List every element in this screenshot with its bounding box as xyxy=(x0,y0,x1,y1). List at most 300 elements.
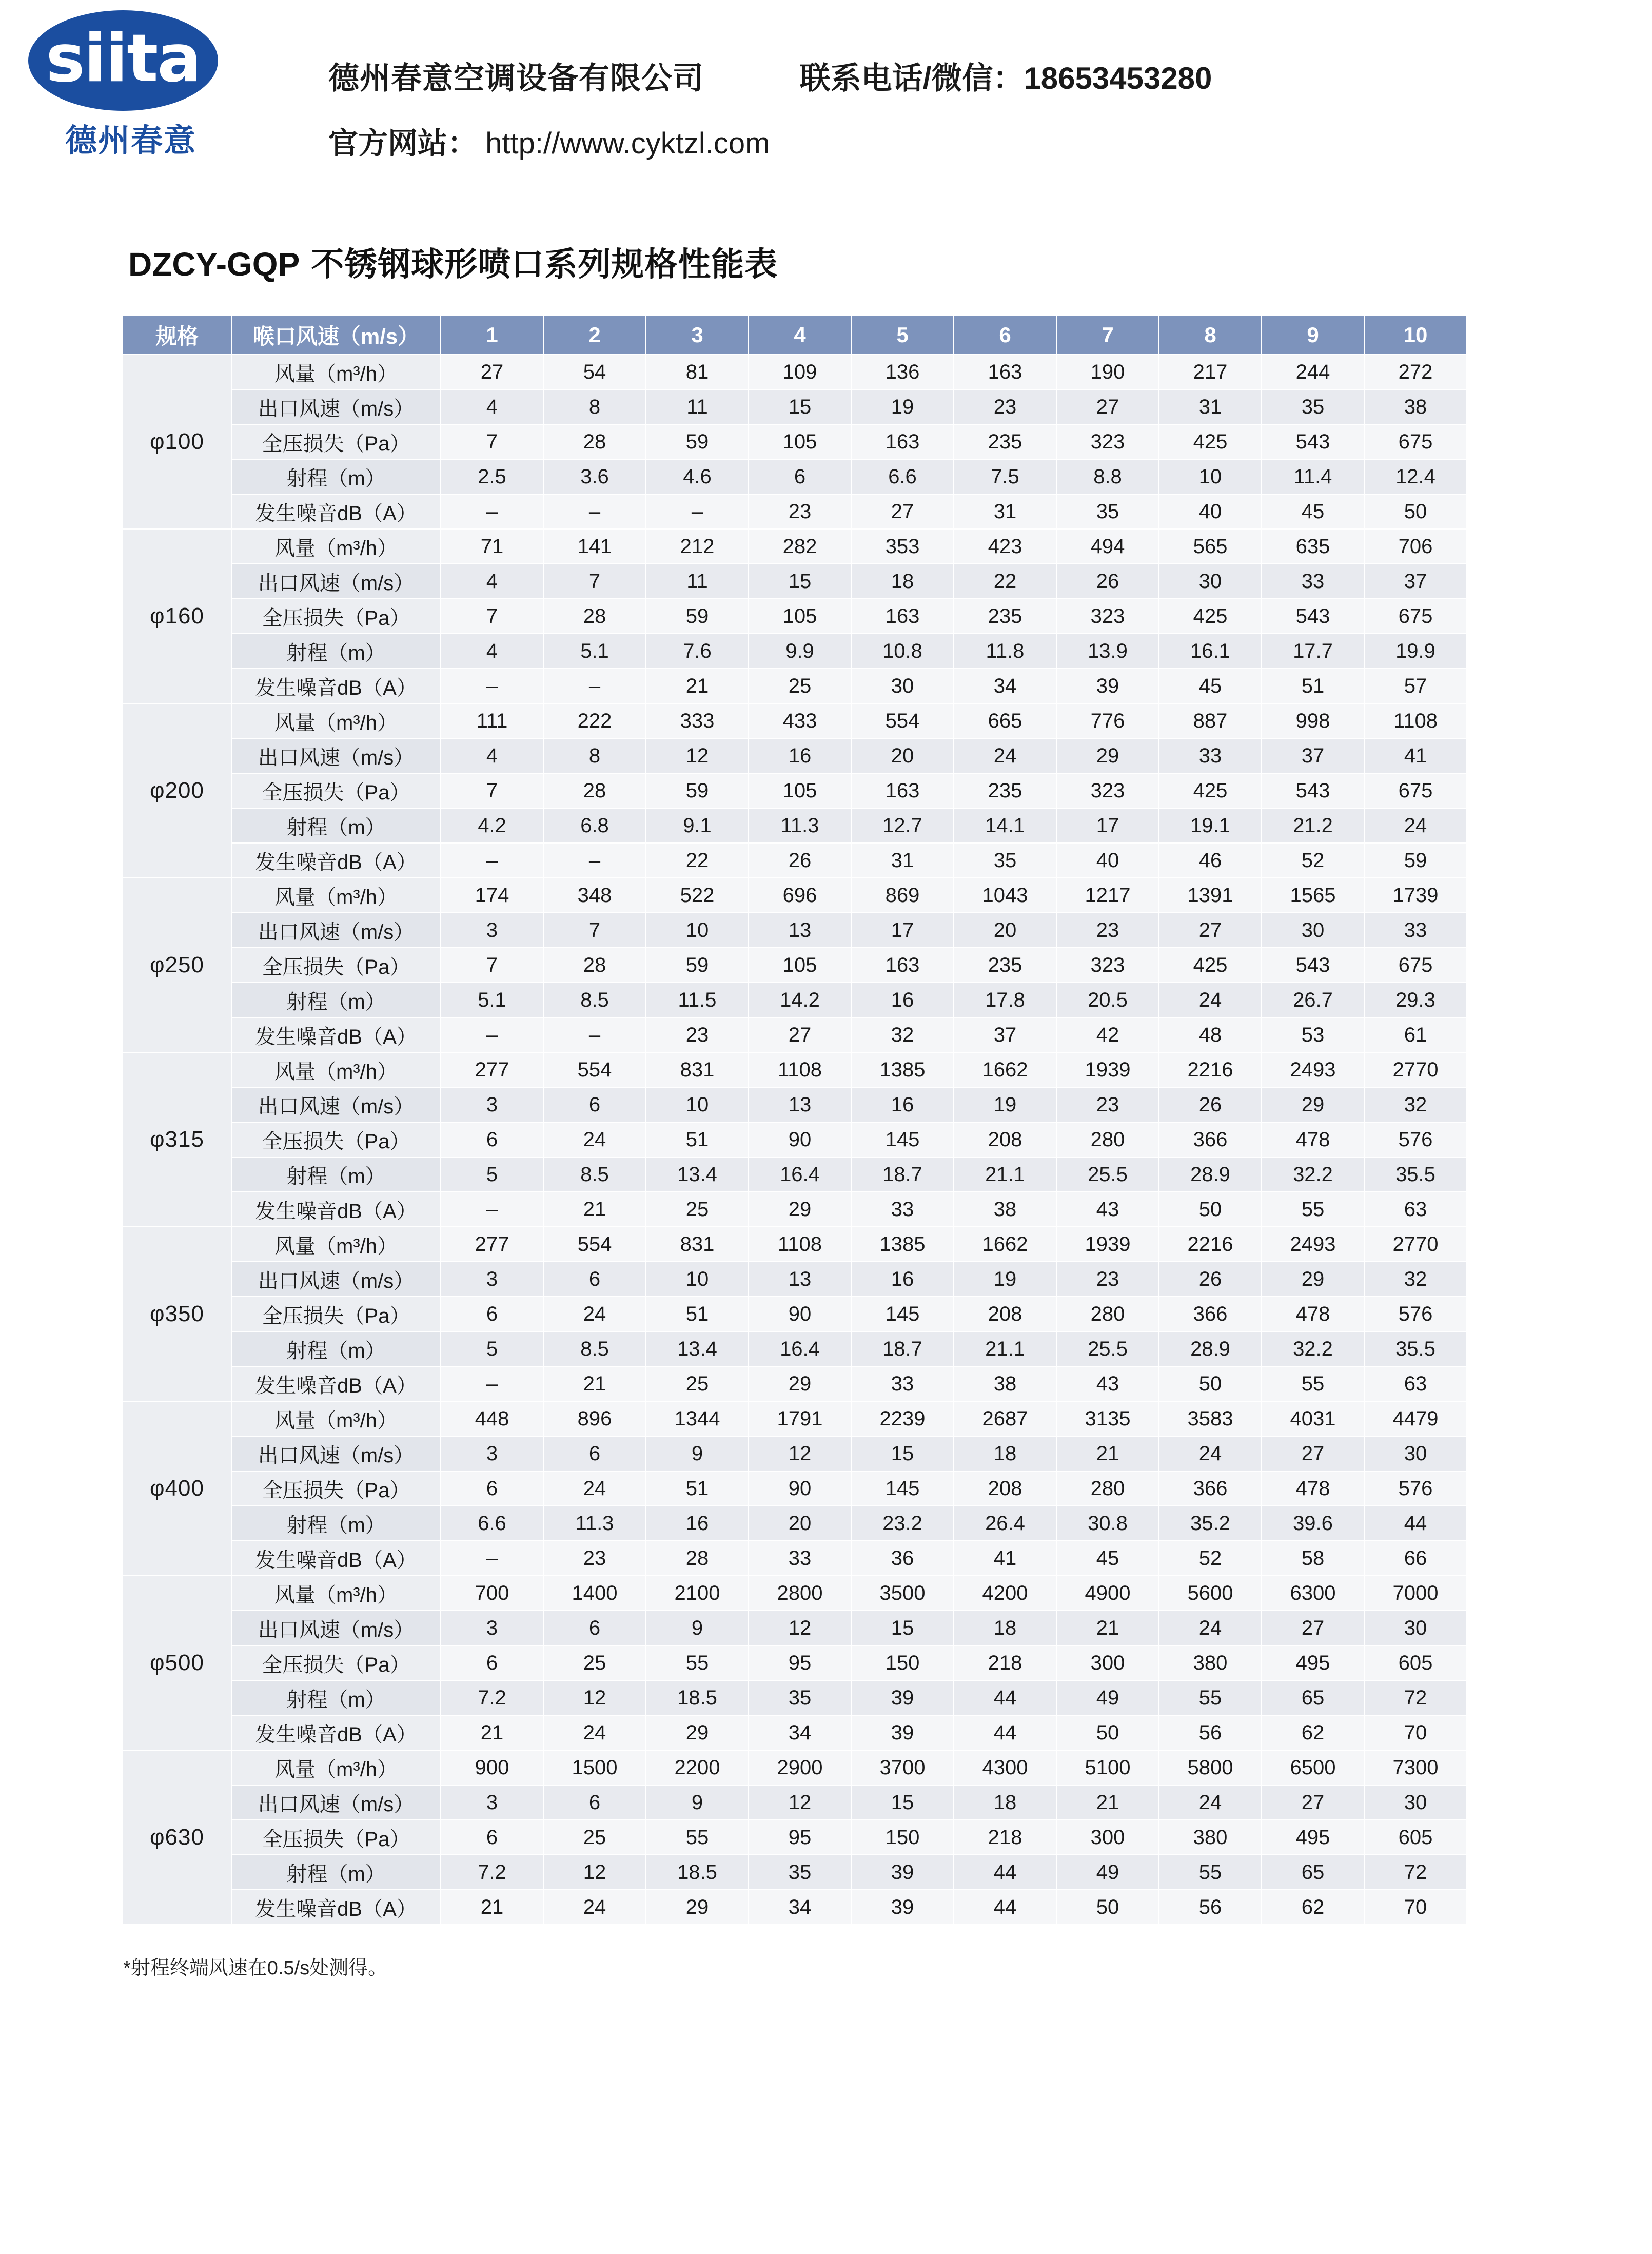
data-cell: 33 xyxy=(1364,913,1467,948)
data-cell: 235 xyxy=(954,424,1056,459)
data-cell: 366 xyxy=(1159,1471,1262,1506)
data-cell: 1043 xyxy=(954,878,1056,913)
param-label: 全压损失（Pa） xyxy=(231,948,441,983)
data-cell: 62 xyxy=(1262,1715,1364,1750)
param-label: 风量（m³/h） xyxy=(231,878,441,913)
table-row xyxy=(123,1750,1467,1785)
col-header-velocity-1: 1 xyxy=(441,316,543,355)
data-cell: 423 xyxy=(954,529,1056,564)
data-cell: 32 xyxy=(1364,1087,1467,1122)
table-row xyxy=(123,669,1467,703)
data-cell: 41 xyxy=(954,1541,1056,1576)
data-cell: 17.8 xyxy=(954,983,1056,1017)
data-cell: 163 xyxy=(851,773,954,808)
data-cell: 90 xyxy=(749,1471,851,1506)
param-label: 出口风速（m/s） xyxy=(231,1436,441,1471)
data-cell: 14.1 xyxy=(954,808,1056,843)
data-cell: 55 xyxy=(646,1820,749,1855)
data-cell: 53 xyxy=(1262,1017,1364,1052)
data-cell: 21 xyxy=(441,1890,543,1925)
data-cell: 24 xyxy=(1364,808,1467,843)
data-cell: 2216 xyxy=(1159,1227,1262,1262)
data-cell: 54 xyxy=(543,355,646,389)
data-cell: 323 xyxy=(1056,424,1159,459)
data-cell: 235 xyxy=(954,773,1056,808)
data-cell: – xyxy=(441,1366,543,1401)
data-cell: 24 xyxy=(1159,1436,1262,1471)
data-cell: – xyxy=(543,843,646,878)
data-cell: 29 xyxy=(646,1890,749,1925)
table-row xyxy=(123,1122,1467,1157)
data-cell: 30.8 xyxy=(1056,1506,1159,1541)
data-cell: 25 xyxy=(543,1645,646,1680)
data-cell: 37 xyxy=(954,1017,1056,1052)
data-cell: 675 xyxy=(1364,773,1467,808)
data-cell: 831 xyxy=(646,1227,749,1262)
param-label: 出口风速（m/s） xyxy=(231,1785,441,1820)
contact-phone: 联系电话/微信：18653453280 xyxy=(799,61,1212,95)
data-cell: 25 xyxy=(749,669,851,703)
data-cell: 163 xyxy=(851,599,954,634)
data-cell: 495 xyxy=(1262,1820,1364,1855)
data-cell: 16.4 xyxy=(749,1157,851,1192)
company-name: 德州春意空调设备有限公司 xyxy=(328,61,704,95)
data-cell: 21.1 xyxy=(954,1331,1056,1366)
data-cell: 605 xyxy=(1364,1645,1467,1680)
data-cell: 24 xyxy=(543,1890,646,1925)
data-cell: 425 xyxy=(1159,424,1262,459)
col-header-velocity-8: 8 xyxy=(1159,316,1262,355)
data-cell: 81 xyxy=(646,355,749,389)
data-cell: 2687 xyxy=(954,1401,1056,1436)
data-cell: 776 xyxy=(1056,703,1159,738)
data-cell: 1400 xyxy=(543,1576,646,1611)
data-cell: 50 xyxy=(1159,1192,1262,1227)
data-cell: 5 xyxy=(441,1157,543,1192)
data-cell: 38 xyxy=(954,1192,1056,1227)
param-label: 出口风速（m/s） xyxy=(231,389,441,424)
data-cell: 300 xyxy=(1056,1820,1159,1855)
data-cell: 26 xyxy=(1159,1087,1262,1122)
table-row xyxy=(123,1331,1467,1366)
table-body xyxy=(123,355,1467,1925)
data-cell: 2900 xyxy=(749,1750,851,1785)
data-cell: 21 xyxy=(543,1366,646,1401)
data-cell: 333 xyxy=(646,703,749,738)
data-cell: 380 xyxy=(1159,1645,1262,1680)
data-cell: 4479 xyxy=(1364,1401,1467,1436)
data-cell: 11 xyxy=(646,564,749,599)
data-cell: 9 xyxy=(646,1436,749,1471)
data-cell: 27 xyxy=(1056,389,1159,424)
table-row xyxy=(123,843,1467,878)
data-cell: 8.5 xyxy=(543,1157,646,1192)
data-cell: 2239 xyxy=(851,1401,954,1436)
data-cell: 22 xyxy=(954,564,1056,599)
data-cell: 37 xyxy=(1364,564,1467,599)
data-cell: 4200 xyxy=(954,1576,1056,1611)
spec-label-φ315: φ315 xyxy=(123,1052,231,1227)
data-cell: 10 xyxy=(646,913,749,948)
data-cell: 15 xyxy=(851,1785,954,1820)
data-cell: 9.9 xyxy=(749,634,851,669)
table-row xyxy=(123,1645,1467,1680)
data-cell: 30 xyxy=(1262,913,1364,948)
data-cell: 18.5 xyxy=(646,1680,749,1715)
param-label: 风量（m³/h） xyxy=(231,703,441,738)
data-cell: 16.1 xyxy=(1159,634,1262,669)
param-label: 发生噪音dB（A） xyxy=(231,1192,441,1227)
data-cell: 32.2 xyxy=(1262,1331,1364,1366)
data-cell: 15 xyxy=(749,564,851,599)
data-cell: 11.3 xyxy=(749,808,851,843)
data-cell: 24 xyxy=(1159,1611,1262,1645)
data-cell: – xyxy=(441,1192,543,1227)
data-cell: 494 xyxy=(1056,529,1159,564)
data-cell: 30 xyxy=(1364,1785,1467,1820)
data-cell: 16.4 xyxy=(749,1331,851,1366)
data-cell: 16 xyxy=(851,1262,954,1297)
data-cell: 63 xyxy=(1364,1366,1467,1401)
data-cell: 49 xyxy=(1056,1680,1159,1715)
spec-label-φ250: φ250 xyxy=(123,878,231,1052)
data-cell: 4900 xyxy=(1056,1576,1159,1611)
data-cell: 19 xyxy=(954,1087,1056,1122)
data-cell: 17.7 xyxy=(1262,634,1364,669)
data-cell: 20 xyxy=(749,1506,851,1541)
data-cell: 55 xyxy=(1262,1192,1364,1227)
table-row xyxy=(123,1401,1467,1436)
table-row xyxy=(123,564,1467,599)
spec-label-φ500: φ500 xyxy=(123,1576,231,1750)
data-cell: – xyxy=(441,494,543,529)
data-cell: 6.8 xyxy=(543,808,646,843)
data-cell: 55 xyxy=(1262,1366,1364,1401)
table-row xyxy=(123,529,1467,564)
data-cell: 353 xyxy=(851,529,954,564)
data-cell: 21 xyxy=(543,1192,646,1227)
data-cell: 1344 xyxy=(646,1401,749,1436)
data-cell: 29 xyxy=(1262,1262,1364,1297)
table-row xyxy=(123,1192,1467,1227)
data-cell: 59 xyxy=(646,773,749,808)
data-cell: 6 xyxy=(441,1471,543,1506)
data-cell: 62 xyxy=(1262,1890,1364,1925)
data-cell: 7.2 xyxy=(441,1680,543,1715)
data-cell: 24 xyxy=(543,1471,646,1506)
data-cell: 21.1 xyxy=(954,1157,1056,1192)
data-cell: 145 xyxy=(851,1471,954,1506)
data-cell: 150 xyxy=(851,1645,954,1680)
data-cell: 3 xyxy=(441,1262,543,1297)
data-cell: 11 xyxy=(646,389,749,424)
page-title xyxy=(128,238,1652,285)
table-row xyxy=(123,1366,1467,1401)
data-cell: 478 xyxy=(1262,1471,1364,1506)
data-cell: 543 xyxy=(1262,599,1364,634)
data-cell: 44 xyxy=(1364,1506,1467,1541)
table-row xyxy=(123,1436,1467,1471)
data-cell: 40 xyxy=(1159,494,1262,529)
param-label: 全压损失（Pa） xyxy=(231,1297,441,1331)
data-cell: 366 xyxy=(1159,1297,1262,1331)
data-cell: 26 xyxy=(1056,564,1159,599)
data-cell: 554 xyxy=(543,1052,646,1087)
param-label: 出口风速（m/s） xyxy=(231,564,441,599)
data-cell: 40 xyxy=(1056,843,1159,878)
data-cell: 13.4 xyxy=(646,1157,749,1192)
param-label: 风量（m³/h） xyxy=(231,529,441,564)
data-cell: 48 xyxy=(1159,1017,1262,1052)
data-cell: 150 xyxy=(851,1820,954,1855)
data-cell: 19.1 xyxy=(1159,808,1262,843)
param-label: 发生噪音dB（A） xyxy=(231,494,441,529)
data-cell: 1739 xyxy=(1364,878,1467,913)
data-cell: 35.5 xyxy=(1364,1157,1467,1192)
data-cell: 26.7 xyxy=(1262,983,1364,1017)
data-cell: 51 xyxy=(646,1122,749,1157)
data-cell: 163 xyxy=(954,355,1056,389)
data-cell: 7 xyxy=(543,564,646,599)
data-cell: 50 xyxy=(1364,494,1467,529)
data-cell: 13 xyxy=(749,1262,851,1297)
logo-oval-shape xyxy=(28,10,218,111)
data-cell: 8 xyxy=(543,738,646,773)
data-cell: 1108 xyxy=(749,1227,851,1262)
data-cell: 5.1 xyxy=(441,983,543,1017)
data-cell: 495 xyxy=(1262,1645,1364,1680)
param-label: 射程（m） xyxy=(231,1157,441,1192)
table-row xyxy=(123,738,1467,773)
data-cell: 32 xyxy=(851,1017,954,1052)
data-cell: 235 xyxy=(954,599,1056,634)
data-cell: 44 xyxy=(954,1855,1056,1890)
data-cell: 12.4 xyxy=(1364,459,1467,494)
data-cell: 2493 xyxy=(1262,1052,1364,1087)
data-cell: 24 xyxy=(543,1715,646,1750)
data-cell: 706 xyxy=(1364,529,1467,564)
data-cell: 272 xyxy=(1364,355,1467,389)
table-row xyxy=(123,1820,1467,1855)
data-cell: 21.2 xyxy=(1262,808,1364,843)
col-header-velocity-10: 10 xyxy=(1364,316,1467,355)
data-cell: 72 xyxy=(1364,1855,1467,1890)
data-cell: 3.6 xyxy=(543,459,646,494)
col-header-velocity-2: 2 xyxy=(543,316,646,355)
data-cell: 2.5 xyxy=(441,459,543,494)
data-cell: 11.5 xyxy=(646,983,749,1017)
data-cell: 208 xyxy=(954,1122,1056,1157)
col-header-velocity-9: 9 xyxy=(1262,316,1364,355)
data-cell: 212 xyxy=(646,529,749,564)
data-cell: 7300 xyxy=(1364,1750,1467,1785)
param-label: 出口风速（m/s） xyxy=(231,1611,441,1645)
data-cell: 576 xyxy=(1364,1471,1467,1506)
data-cell: 235 xyxy=(954,948,1056,983)
param-label: 射程（m） xyxy=(231,1855,441,1890)
table-row xyxy=(123,773,1467,808)
spec-label-φ350: φ350 xyxy=(123,1227,231,1401)
data-cell: 22 xyxy=(646,843,749,878)
data-cell: 33 xyxy=(749,1541,851,1576)
param-label: 出口风速（m/s） xyxy=(231,1087,441,1122)
param-label: 发生噪音dB（A） xyxy=(231,1366,441,1401)
data-cell: 33 xyxy=(851,1366,954,1401)
data-cell: 27 xyxy=(441,355,543,389)
data-cell: 50 xyxy=(1056,1890,1159,1925)
data-cell: 44 xyxy=(954,1680,1056,1715)
data-cell: 23 xyxy=(543,1541,646,1576)
data-cell: 90 xyxy=(749,1122,851,1157)
data-cell: 12 xyxy=(543,1680,646,1715)
data-cell: – xyxy=(441,1017,543,1052)
data-cell: 51 xyxy=(646,1471,749,1506)
logo-subtitle: 德州春意 xyxy=(65,123,196,159)
data-cell: 433 xyxy=(749,703,851,738)
data-cell: 6.6 xyxy=(441,1506,543,1541)
data-cell: 11.8 xyxy=(954,634,1056,669)
data-cell: 20 xyxy=(954,913,1056,948)
param-label: 全压损失（Pa） xyxy=(231,1122,441,1157)
data-cell: 51 xyxy=(1262,669,1364,703)
data-cell: 3 xyxy=(441,913,543,948)
data-cell: 13.4 xyxy=(646,1331,749,1366)
data-cell: 9.1 xyxy=(646,808,749,843)
data-cell: 12 xyxy=(646,738,749,773)
data-cell: 27 xyxy=(851,494,954,529)
param-label: 风量（m³/h） xyxy=(231,1401,441,1436)
data-cell: 576 xyxy=(1364,1297,1467,1331)
data-cell: 16 xyxy=(851,1087,954,1122)
data-cell: 9 xyxy=(646,1611,749,1645)
data-cell: 27 xyxy=(1262,1436,1364,1471)
data-cell: 8.5 xyxy=(543,983,646,1017)
data-cell: 20 xyxy=(851,738,954,773)
data-cell: 1108 xyxy=(749,1052,851,1087)
data-cell: 543 xyxy=(1262,773,1364,808)
data-cell: 52 xyxy=(1262,843,1364,878)
data-cell: 52 xyxy=(1159,1541,1262,1576)
data-cell: 6 xyxy=(441,1645,543,1680)
data-cell: 29 xyxy=(749,1192,851,1227)
param-label: 出口风速（m/s） xyxy=(231,738,441,773)
data-cell: 6 xyxy=(543,1087,646,1122)
data-cell: 28 xyxy=(543,599,646,634)
data-cell: 33 xyxy=(1262,564,1364,599)
param-label: 全压损失（Pa） xyxy=(231,1645,441,1680)
data-cell: 675 xyxy=(1364,424,1467,459)
table-row xyxy=(123,1890,1467,1925)
data-cell: 44 xyxy=(954,1890,1056,1925)
data-cell: 90 xyxy=(749,1297,851,1331)
data-cell: 29 xyxy=(1056,738,1159,773)
table-row xyxy=(123,1576,1467,1611)
data-cell: 29 xyxy=(1262,1087,1364,1122)
data-cell: 7 xyxy=(441,424,543,459)
data-cell: 10 xyxy=(646,1262,749,1297)
data-cell: 19.9 xyxy=(1364,634,1467,669)
data-cell: 3583 xyxy=(1159,1401,1262,1436)
data-cell: 300 xyxy=(1056,1645,1159,1680)
data-cell: 23 xyxy=(1056,1262,1159,1297)
data-cell: 1939 xyxy=(1056,1227,1159,1262)
data-cell: 380 xyxy=(1159,1820,1262,1855)
data-cell: 1385 xyxy=(851,1227,954,1262)
data-cell: 24 xyxy=(1159,1785,1262,1820)
data-cell: 605 xyxy=(1364,1820,1467,1855)
data-cell: 7.6 xyxy=(646,634,749,669)
data-cell: 44 xyxy=(954,1715,1056,1750)
data-cell: 29.3 xyxy=(1364,983,1467,1017)
data-cell: 35.2 xyxy=(1159,1506,1262,1541)
data-cell: 55 xyxy=(646,1645,749,1680)
data-cell: 25.5 xyxy=(1056,1157,1159,1192)
data-cell: 49 xyxy=(1056,1855,1159,1890)
table-row xyxy=(123,878,1467,913)
param-label: 射程（m） xyxy=(231,1506,441,1541)
data-cell: 3500 xyxy=(851,1576,954,1611)
data-cell: 3 xyxy=(441,1087,543,1122)
data-cell: 38 xyxy=(1364,389,1467,424)
data-cell: 3 xyxy=(441,1611,543,1645)
data-cell: 543 xyxy=(1262,948,1364,983)
data-cell: 30 xyxy=(851,669,954,703)
data-cell: 887 xyxy=(1159,703,1262,738)
data-cell: 28 xyxy=(543,424,646,459)
data-cell: 425 xyxy=(1159,599,1262,634)
table-row xyxy=(123,1785,1467,1820)
table-row xyxy=(123,703,1467,738)
data-cell: 41 xyxy=(1364,738,1467,773)
data-cell: 25 xyxy=(646,1366,749,1401)
data-cell: 57 xyxy=(1364,669,1467,703)
data-cell: 7 xyxy=(543,913,646,948)
data-cell: 35 xyxy=(749,1855,851,1890)
data-cell: 1939 xyxy=(1056,1052,1159,1087)
data-cell: 12 xyxy=(749,1611,851,1645)
data-cell: 27 xyxy=(1262,1785,1364,1820)
data-cell: 136 xyxy=(851,355,954,389)
spec-label-φ630: φ630 xyxy=(123,1750,231,1925)
param-label: 发生噪音dB（A） xyxy=(231,843,441,878)
data-cell: 6 xyxy=(543,1611,646,1645)
data-cell: 15 xyxy=(851,1611,954,1645)
data-cell: 18 xyxy=(851,564,954,599)
data-cell: 675 xyxy=(1364,599,1467,634)
data-cell: 72 xyxy=(1364,1680,1467,1715)
table-row xyxy=(123,1680,1467,1715)
data-cell: 7.2 xyxy=(441,1855,543,1890)
data-cell: 95 xyxy=(749,1820,851,1855)
data-cell: 19 xyxy=(851,389,954,424)
data-cell: 29 xyxy=(749,1366,851,1401)
data-cell: 323 xyxy=(1056,948,1159,983)
data-cell: 7 xyxy=(441,948,543,983)
data-cell: 56 xyxy=(1159,1890,1262,1925)
data-cell: 39 xyxy=(851,1890,954,1925)
data-cell: 39 xyxy=(851,1680,954,1715)
data-cell: 4 xyxy=(441,634,543,669)
col-header-velocity-4: 4 xyxy=(749,316,851,355)
data-cell: 277 xyxy=(441,1227,543,1262)
data-cell: 43 xyxy=(1056,1366,1159,1401)
data-cell: 12 xyxy=(543,1855,646,1890)
data-cell: 2200 xyxy=(646,1750,749,1785)
param-label: 射程（m） xyxy=(231,1680,441,1715)
data-cell: 522 xyxy=(646,878,749,913)
table-row xyxy=(123,1017,1467,1052)
table-row xyxy=(123,1471,1467,1506)
